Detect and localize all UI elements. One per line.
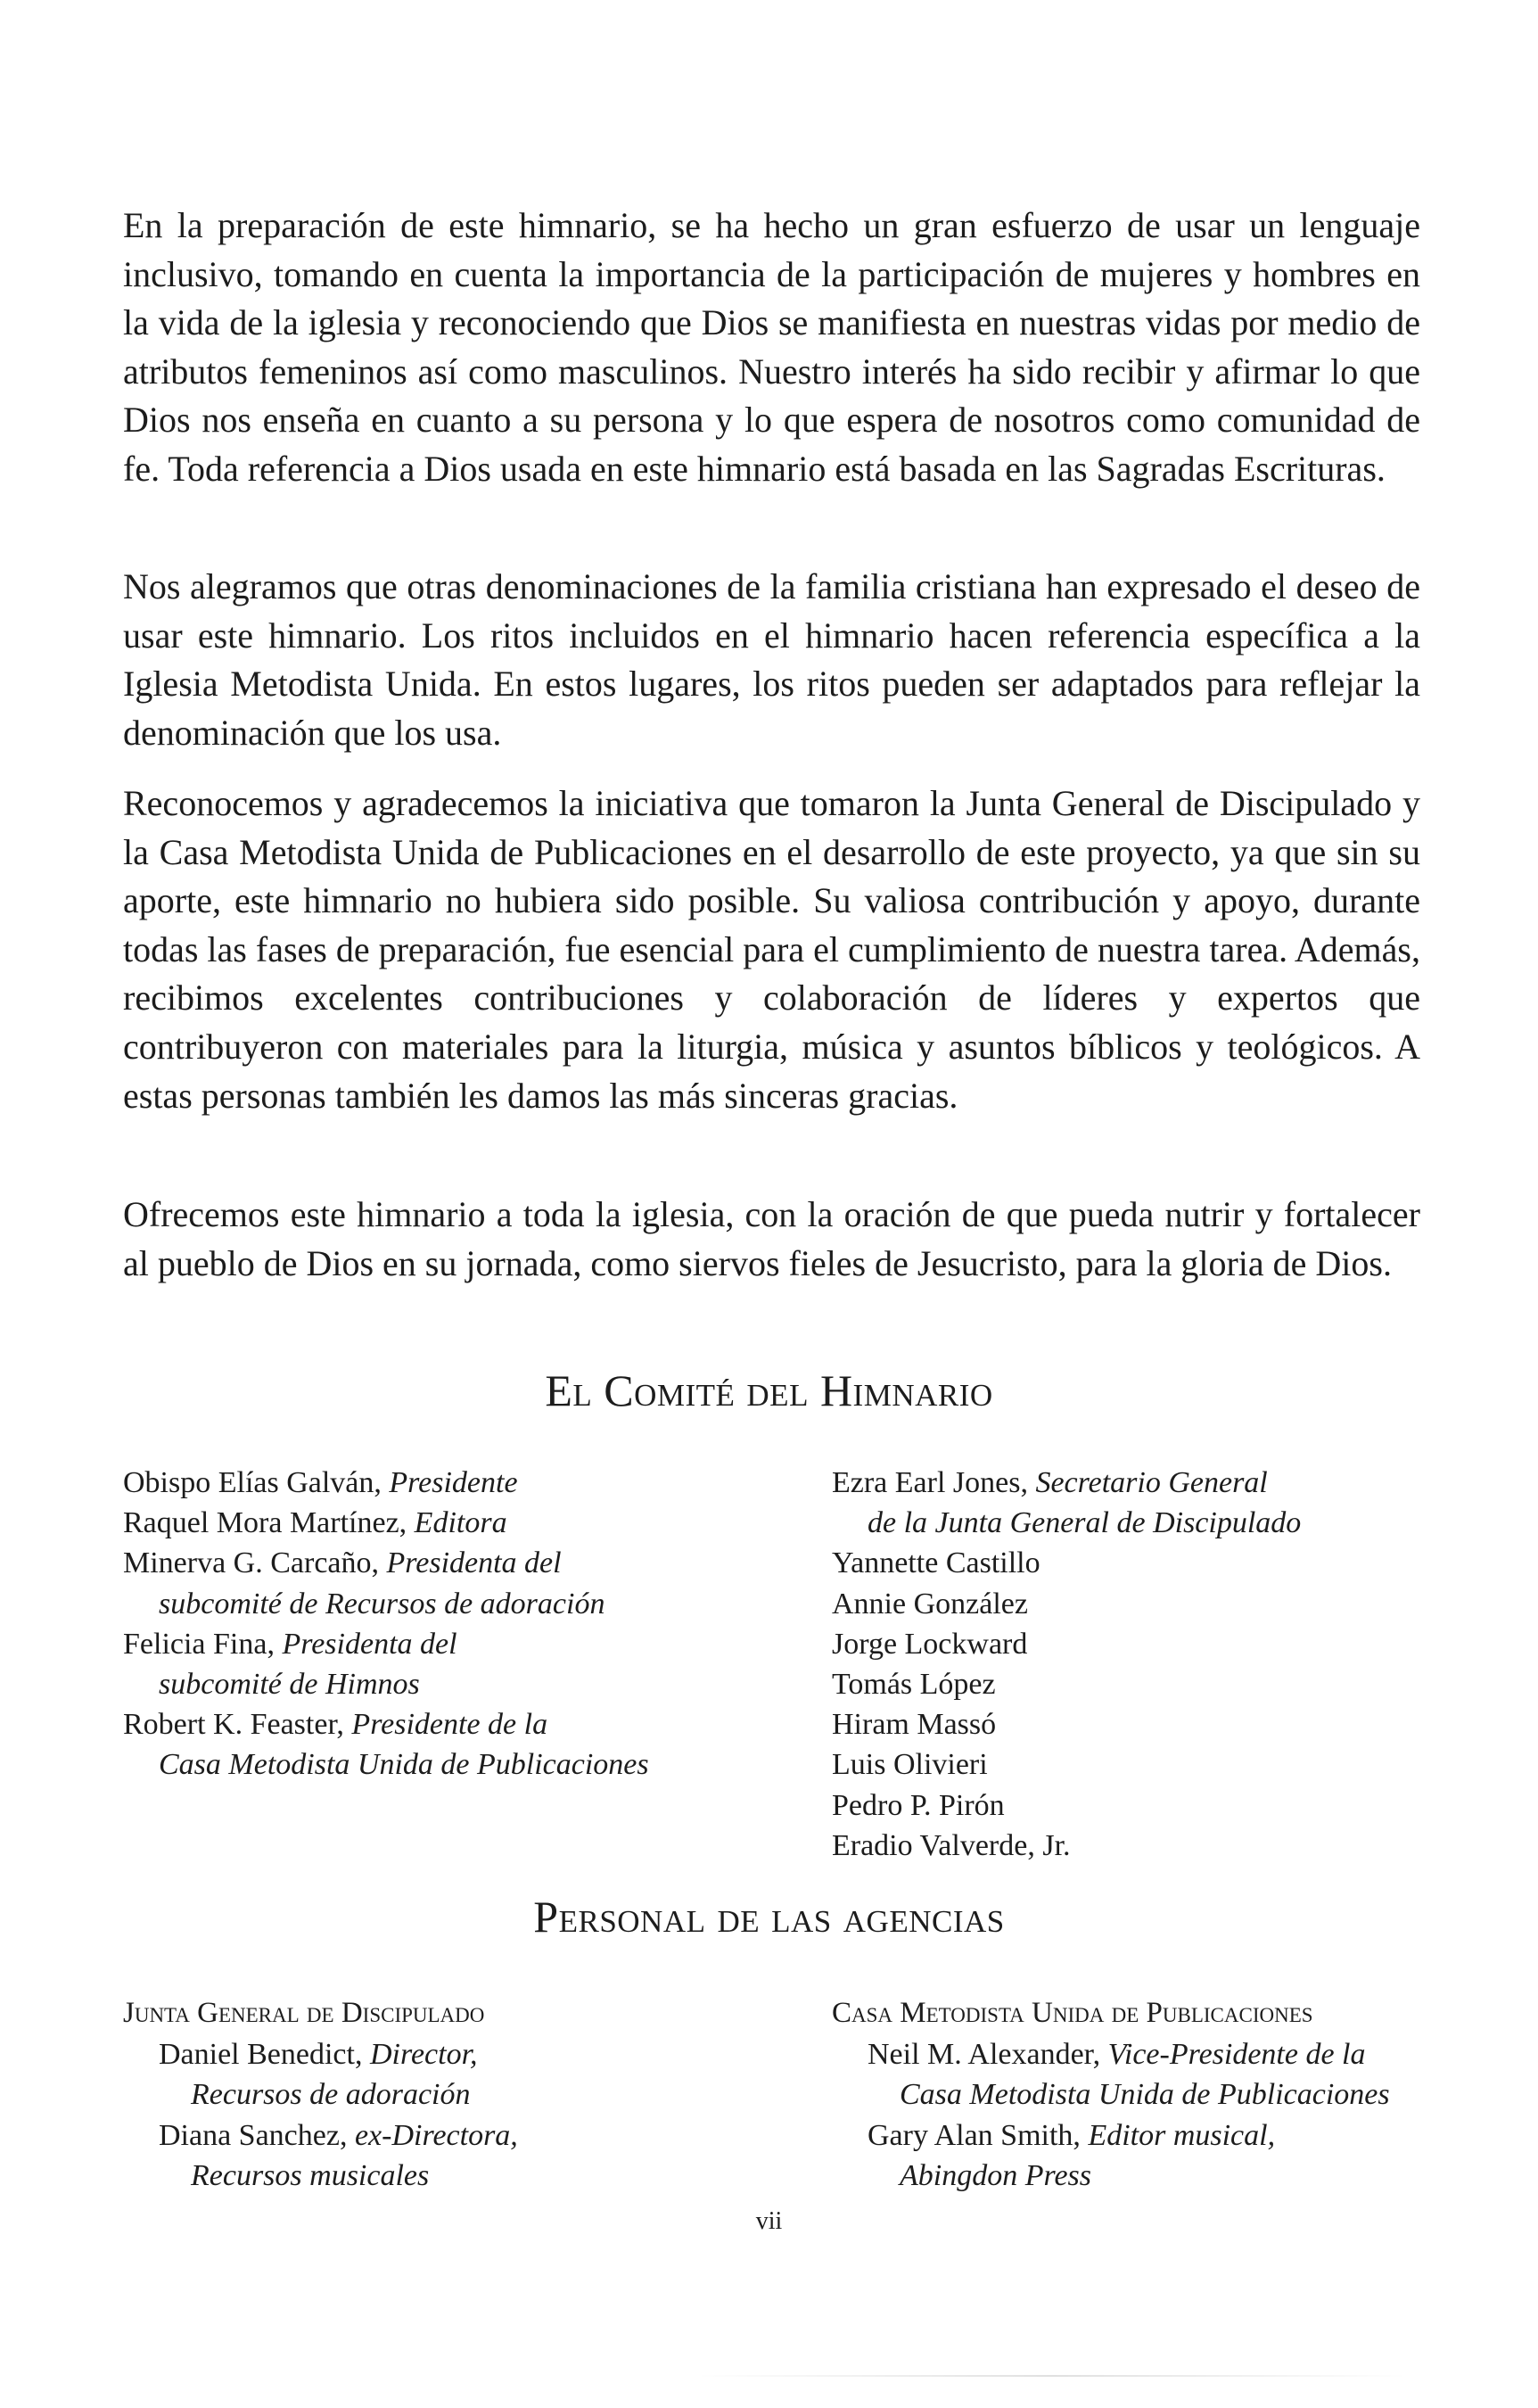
committee-member [123,1463,801,1503]
committee-member: Eradio Valverde, Jr. [832,1828,1071,1862]
staff-role-continued: Casa Metodista Unida de Publicaciones [900,2078,1390,2111]
committee-left-column [123,1463,801,1785]
paragraph-inclusive-language: En la preparación de este himnario, se ha hecho un gran esfuerzo de usar un lenguaje inclusivo, tomando en cuenta la importancia de la participación de mujeres y hombres en la vida de la iglesia y reconociendo que Dios se manifiesta en nuestras vidas por medio de atributos femeninos así como masculinos. Nuestro interés ha sido recibir y afirmar lo que Dios nos enseña en cuanto a su persona y lo que espera de nosotros como comunidad de fe. Toda referencia a Dios usada en este himnario está basada en las Sagradas Escrituras. [123,205,1420,489]
committee-member [123,1543,801,1623]
committee-member: Pedro P. Pirón [832,1788,1005,1822]
staff-name: Gary Alan Smith, [868,2118,1081,2152]
staff-role: Vice-Presidente de la [1107,2037,1366,2071]
committee-member [123,1624,801,1704]
staff-name: Daniel Benedict, [159,2037,363,2071]
member-name: Raquel Mora Martínez, [123,1506,407,1540]
staff-member [832,2034,1474,2075]
committee-member: Tomás López [832,1668,996,1702]
member-name: Ezra Earl Jones, [832,1466,1028,1499]
committee-member [832,1463,1456,1543]
committee-member: Yannette Castillo [832,1546,1040,1580]
staff-role: ex-Directora, [354,2118,518,2152]
staff-role: Editor musical, [1088,2118,1276,2152]
committee-member [123,1704,801,1785]
committee-member: Hiram Massó [832,1708,997,1742]
staff-role-continued: Abingdon Press [900,2159,1092,2192]
agencies-heading: Personal de las agencias [533,1892,1005,1942]
member-name: Minerva G. Carcaño, [123,1546,380,1580]
staff-role: Director, [369,2037,478,2071]
member-role: Presidenta del [386,1546,562,1580]
staff-name: Neil M. Alexander, [868,2037,1101,2071]
member-name: Obispo Elías Galván, [123,1466,382,1499]
committee-member [123,1503,801,1543]
page-number: vii [755,2207,783,2235]
member-name: Robert K. Feaster, [123,1708,344,1742]
committee-member: Luis Olivieri [832,1748,988,1782]
staff-member [123,2034,801,2075]
committee-member: Jorge Lockward [832,1627,1028,1661]
member-role: Secretario General [1035,1466,1268,1499]
committee-member: Annie González [832,1587,1028,1620]
member-role: Presidente [389,1466,518,1499]
member-role-continued: subcomité de Himnos [159,1668,420,1702]
agency-name: Junta General de Discipulado [123,1997,485,2029]
staff-member [123,2115,801,2156]
agency-name: Casa Metodista Unida de Publicaciones [832,1997,1313,2029]
paragraph-acknowledgements: Reconocemos y agradecemos la iniciativa que tomaron la Junta General de Discipulado y la Casa Metodista Unida de Publicaciones en el desarrollo de este proyecto, ya que sin su aporte, este himnario no hubiera sido posible. Su valiosa contribución y apoyo, durante todas las fases de preparación, fue esencial para el cumplimiento de nuestra tarea. Además, recibimos excelentes contribuciones y colaboración de líderes y expertos que contribuyeron con materiales para la liturgia, música y asuntos bíblicos y teológicos. A estas personas también les damos las más sinceras gracias. [123,783,1420,1116]
staff-name: Diana Sanchez, [159,2118,348,2152]
agency-discipleship [123,1993,801,2197]
staff-role-continued: Recursos musicales [191,2159,430,2192]
agency-publishing-house [832,1993,1474,2197]
paragraph-other-denominations: Nos alegramos que otras denominaciones de la familia cristiana han expresado el deseo de usar este himnario. Los ritos incluidos en el himnario hacen referencia específica a la Iglesia Metodista Unida. En estos lugares, los ritos pueden ser adaptados para reflejar la denominación que los usa. [123,566,1420,753]
staff-member [832,2115,1474,2156]
member-role: Presidente de la [351,1708,548,1742]
member-role: Editora [414,1506,507,1540]
member-name: Felicia Fina, [123,1627,275,1661]
paragraph-offering: Ofrecemos este himnario a toda la iglesia, con la oración de que pueda nutrir y fortalecer al pueblo de Dios en su jornada, como siervos fieles de Jesucristo, para la gloria de Dios. [123,1194,1420,1283]
member-role: Presidenta del [282,1627,457,1661]
committee-heading: El Comité del Himnario [545,1365,993,1415]
member-role-continued: de la Junta General de Discipulado [868,1506,1302,1540]
staff-role-continued: Recursos de adoración [191,2078,471,2111]
committee-right-column [832,1463,1456,1866]
member-role-continued: Casa Metodista Unida de Publicaciones [159,1748,649,1782]
member-role-continued: subcomité de Recursos de adoración [159,1587,605,1620]
scan-edge-divider [695,2375,1409,2377]
